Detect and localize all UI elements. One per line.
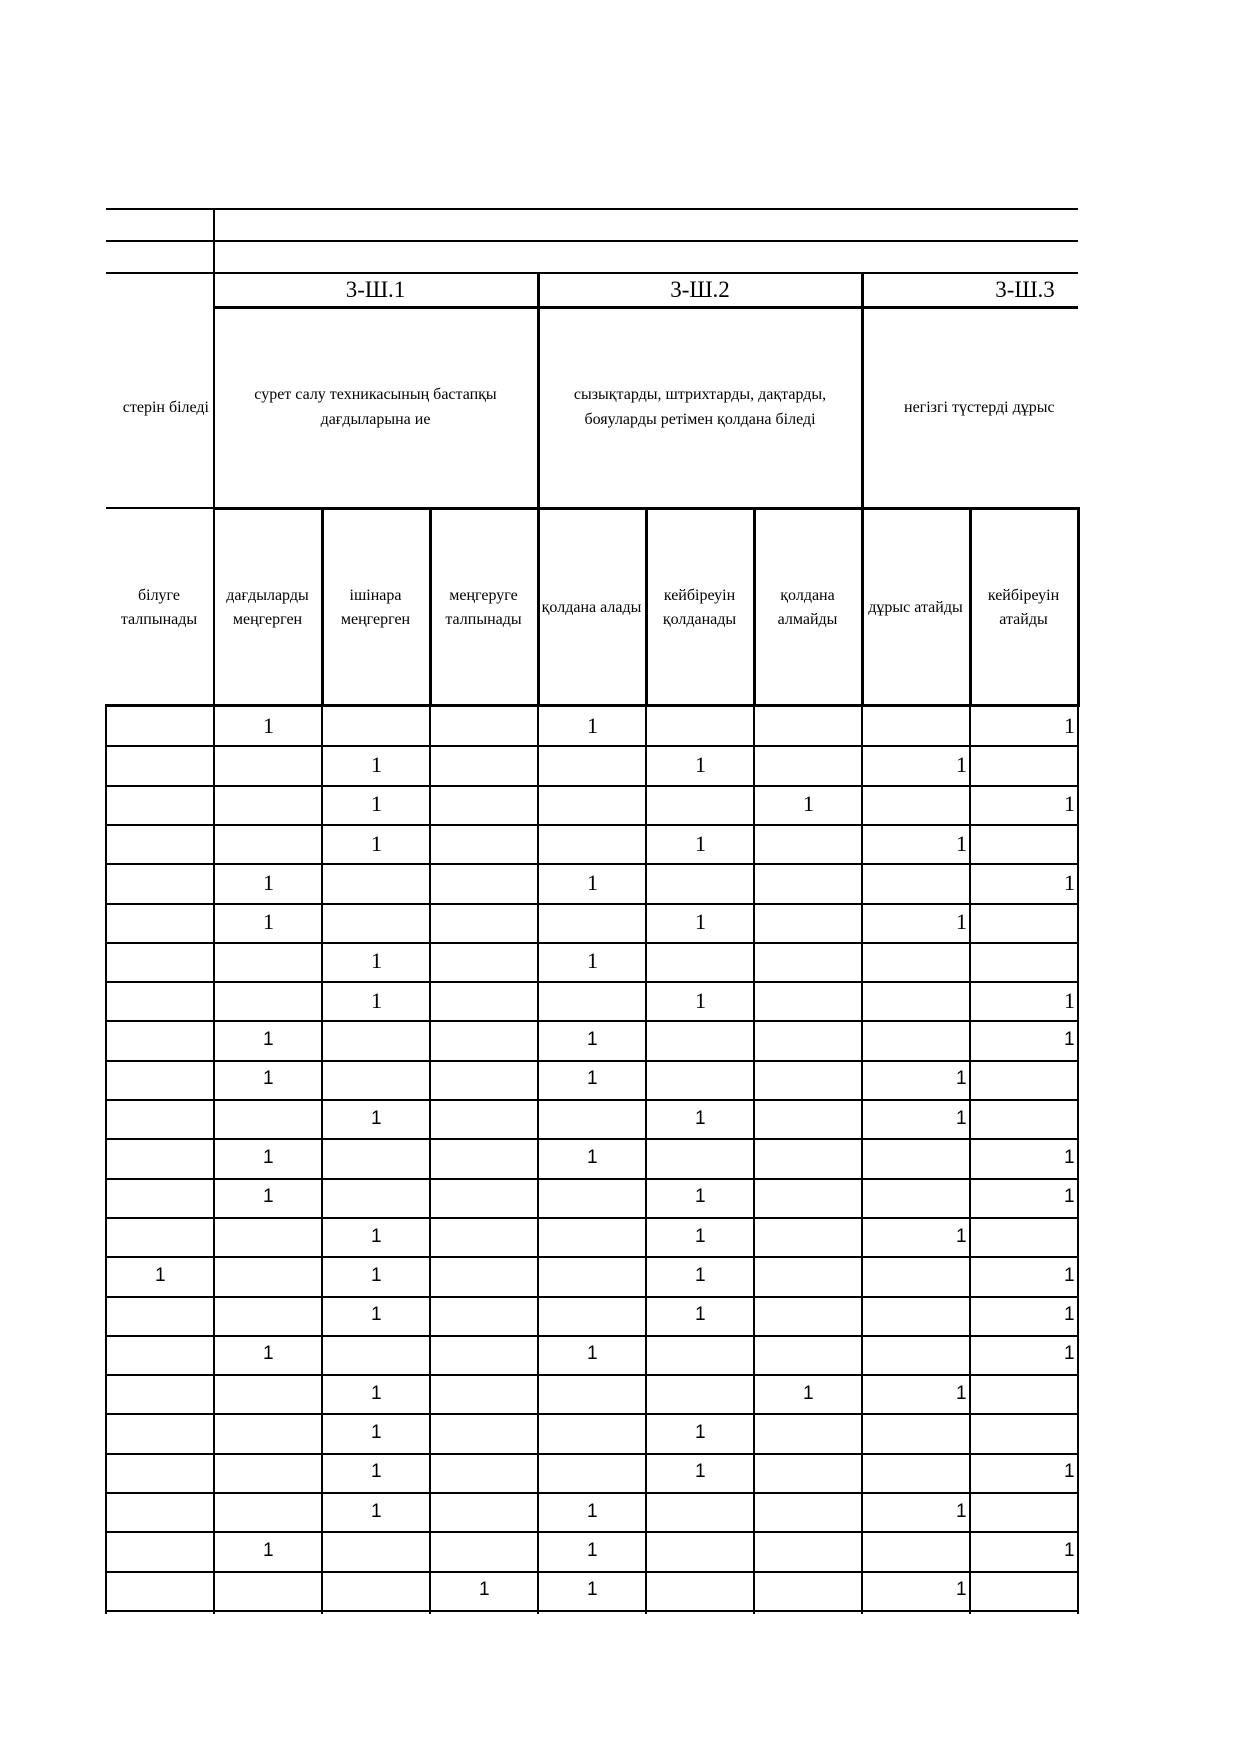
sub-label-4: қолдана алады [541, 599, 642, 616]
group-code-1: 3-Ш.1 [345, 276, 406, 302]
cell-mark: 1 [1064, 1461, 1075, 1483]
group-description-1: сурет салу техникасының бастапқы дағдыларына ие [254, 386, 497, 428]
grid-line-horizontal [106, 1178, 1078, 1180]
sub-label-2: ішінара меңгерген [340, 587, 411, 628]
cell-mark: 1 [803, 1382, 814, 1404]
cell-mark: 1 [587, 1579, 598, 1601]
grid-line-horizontal [106, 942, 1078, 944]
cell-mark: 1 [695, 1225, 706, 1247]
grid-line-vertical [537, 706, 539, 1614]
cell-mark: 1 [1064, 1304, 1075, 1326]
cell-mark: 1 [371, 1264, 382, 1286]
grid-line-vertical [321, 507, 324, 706]
cell-mark: 1 [587, 869, 598, 895]
cell-mark: 1 [371, 791, 382, 817]
grid-line-horizontal [106, 745, 1078, 747]
grid-line-vertical [321, 706, 323, 1614]
sub-label-1: дағдыларды меңгерген [226, 587, 309, 628]
cell-mark: 1 [695, 1264, 706, 1286]
cell-mark: 1 [371, 948, 382, 974]
grid-line-horizontal [106, 1413, 1078, 1415]
cell-mark: 1 [371, 1107, 382, 1129]
cell-mark: 1 [956, 830, 967, 856]
cell-mark: 1 [695, 987, 706, 1013]
grid-line-vertical [861, 507, 864, 706]
cell-mark: 1 [803, 791, 814, 817]
cell-mark: 1 [695, 751, 706, 777]
grid-line-horizontal [106, 903, 1078, 905]
cell-mark: 1 [956, 1225, 967, 1247]
sub-label-5: кейбіреуін қолданады [662, 587, 737, 628]
cell-mark: 1 [956, 1107, 967, 1129]
cell-mark: 1 [695, 1461, 706, 1483]
cell-mark: 1 [1064, 987, 1075, 1013]
grid-line-vertical [861, 272, 864, 508]
group-code-3: 3-Ш.3 [995, 276, 1055, 302]
grid-line-horizontal [106, 1335, 1078, 1337]
sub-label-7: дұрыс атайды [868, 599, 963, 616]
grid-line-horizontal [106, 1374, 1078, 1376]
cell-mark: 1 [1064, 1029, 1075, 1051]
grid-line-vertical [213, 208, 215, 1614]
cell-mark: 1 [479, 1579, 490, 1601]
cell-mark: 1 [1064, 1539, 1075, 1561]
cell-mark: 1 [1064, 712, 1075, 738]
group-code-2: 3-Ш.2 [670, 276, 730, 302]
grid-line-horizontal [106, 1020, 1078, 1022]
cell-mark: 1 [263, 909, 274, 935]
cell-mark: 1 [587, 1068, 598, 1090]
cell-mark: 1 [263, 1146, 274, 1168]
cell-mark: 1 [263, 869, 274, 895]
sub-label-6: қолдана алмайды [777, 587, 838, 628]
first-col-description: стерін біледі [122, 398, 209, 416]
grid-line-vertical [753, 507, 756, 706]
grid-line-vertical [105, 704, 107, 1614]
grid-line-horizontal [106, 1060, 1078, 1062]
grid-line-horizontal [214, 306, 1078, 309]
grid-line-vertical [969, 706, 971, 1614]
cell-mark: 1 [263, 1539, 274, 1561]
grid-line-horizontal [106, 1492, 1078, 1494]
cell-mark: 1 [695, 830, 706, 856]
grid-line-horizontal [106, 1099, 1078, 1101]
sub-label-3: меңгеруге талпынады [445, 587, 522, 628]
cell-mark: 1 [371, 1225, 382, 1247]
cell-mark: 1 [587, 1539, 598, 1561]
cell-mark: 1 [587, 1343, 598, 1365]
cell-mark: 1 [263, 1068, 274, 1090]
cell-mark: 1 [1064, 1264, 1075, 1286]
cell-mark: 1 [956, 1579, 967, 1601]
first-col-sub-label: білуге талпынады [120, 587, 198, 628]
grid-line-horizontal [106, 824, 1078, 826]
grid-line-horizontal [106, 272, 1078, 274]
sub-label-8: кейбіреуін атайды [987, 587, 1060, 628]
grid-line-horizontal [106, 1453, 1078, 1455]
cell-mark: 1 [695, 1107, 706, 1129]
grid-line-horizontal [106, 981, 1078, 983]
grid-line-horizontal [106, 208, 1078, 210]
cell-mark: 1 [155, 1264, 166, 1286]
grid-line-horizontal [106, 1531, 1078, 1533]
cell-mark: 1 [695, 1422, 706, 1444]
grid-line-horizontal [106, 1571, 1078, 1573]
cell-mark: 1 [371, 751, 382, 777]
group-description-2: сызықтарды, штрихтарды, дақтарды, бояуларды ретімен қолдана біледі [573, 386, 827, 428]
grid-line-horizontal [106, 1256, 1078, 1258]
cell-mark: 1 [1064, 1343, 1075, 1365]
grid-line-vertical [429, 507, 432, 706]
grid-line-vertical [861, 706, 863, 1614]
cell-mark: 1 [695, 1304, 706, 1326]
cell-mark: 1 [587, 712, 598, 738]
grid-line-horizontal [106, 863, 1078, 865]
cell-mark: 1 [956, 751, 967, 777]
cell-mark: 1 [263, 712, 274, 738]
grid-line-horizontal [106, 507, 214, 509]
grid-line-horizontal [106, 240, 1078, 242]
grid-line-vertical [537, 272, 540, 508]
grid-line-vertical [969, 507, 972, 706]
cell-mark: 1 [956, 1500, 967, 1522]
cell-mark: 1 [263, 1186, 274, 1208]
cell-mark: 1 [956, 1382, 967, 1404]
cell-mark: 1 [956, 1068, 967, 1090]
cell-mark: 1 [695, 1186, 706, 1208]
grid-line-vertical [537, 507, 540, 706]
cell-mark: 1 [1064, 1186, 1075, 1208]
cell-mark: 1 [587, 1146, 598, 1168]
grid-line-horizontal [106, 785, 1078, 787]
grid-line-horizontal [106, 704, 214, 707]
grid-line-horizontal [106, 1610, 1078, 1612]
cell-mark: 1 [587, 1500, 598, 1522]
cell-mark: 1 [587, 1029, 598, 1051]
cell-mark: 1 [695, 909, 706, 935]
cell-mark: 1 [956, 909, 967, 935]
grid-line-vertical [645, 706, 647, 1614]
grid-line-vertical [645, 507, 648, 706]
cell-mark: 1 [371, 1422, 382, 1444]
cell-mark: 1 [371, 1500, 382, 1522]
cell-mark: 1 [1064, 1146, 1075, 1168]
cell-mark: 1 [587, 948, 598, 974]
group-description-3: негізгі түстерді дұрыс [904, 398, 1055, 416]
cell-mark: 1 [371, 1461, 382, 1483]
grid-line-vertical [753, 706, 755, 1614]
cell-mark: 1 [1064, 791, 1075, 817]
grid-line-vertical [1077, 507, 1079, 1614]
cell-mark: 1 [1064, 869, 1075, 895]
grid-line-horizontal [106, 1296, 1078, 1298]
grid-line-horizontal [106, 1138, 1078, 1140]
cell-mark: 1 [263, 1029, 274, 1051]
grid-line-horizontal [106, 1217, 1078, 1219]
cell-mark: 1 [371, 1382, 382, 1404]
grid-line-vertical [429, 706, 431, 1614]
cell-mark: 1 [371, 830, 382, 856]
cell-mark: 1 [371, 1304, 382, 1326]
cell-mark: 1 [263, 1343, 274, 1365]
cell-mark: 1 [371, 987, 382, 1013]
